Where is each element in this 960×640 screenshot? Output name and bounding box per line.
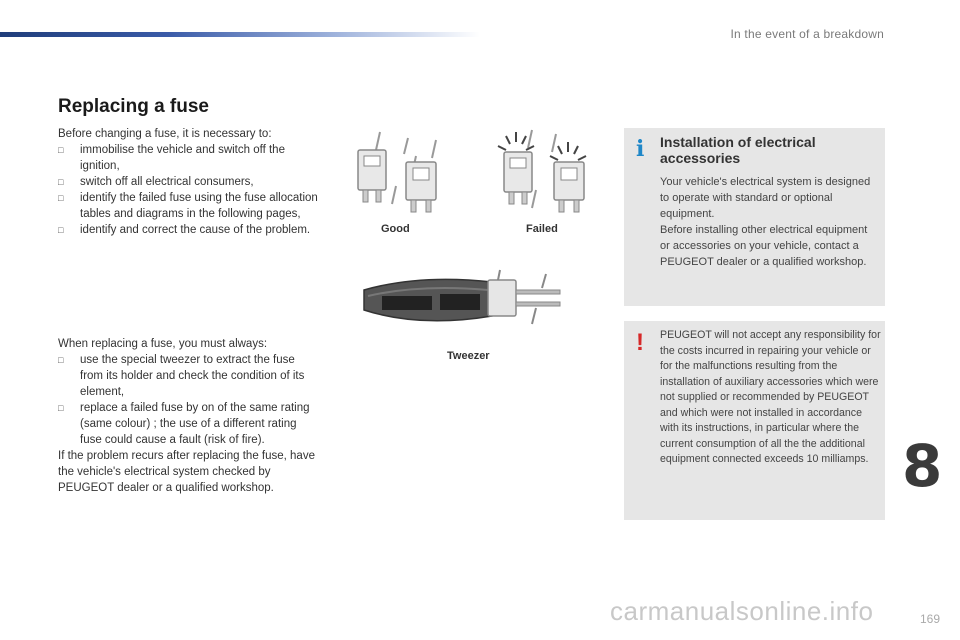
when-replacing-section (58, 336, 320, 496)
list-item: □ identify the failed fuse using the fuse allocation tables and diagrams in the following pages, (58, 190, 320, 222)
before-list (58, 142, 320, 238)
good-label: Good (381, 223, 410, 235)
list-item: □ switch off all electrical consumers, (58, 174, 320, 190)
watermark-text: carmanualsonline.info (610, 596, 874, 626)
section-title: In the event of a breakdown (730, 27, 884, 41)
warning-box-body: PEUGEOT will not accept any responsibility for the costs incurred in repairing your vehicle or for the malfunctions resulting from the installation of auxiliary accessories which were not supplied or recommended by PEUGEOT and which were not installed in accordance with its instructions, in particular where the current consumption of all the the additional equipment connected exceeds 10 milliamps. (660, 329, 881, 465)
list-item: □ identify and correct the cause of the problem. (58, 222, 320, 238)
info-box-title: Installation of electrical accessories (660, 134, 816, 166)
list-item: □ immobilise the vehicle and switch off the ignition, (58, 142, 320, 174)
tweezer-illustration (360, 268, 566, 338)
info-icon: i (636, 136, 645, 162)
page-title: Replacing a fuse (58, 96, 209, 117)
info-box (624, 128, 885, 306)
list-item: □ use the special tweezer to extract the fuse from its holder and check the condition of its element, (58, 352, 320, 400)
when-list (58, 352, 320, 448)
info-body-paragraph: Before installing other electrical equipment or accessories on your vehicle, contact a PEUGEOT dealer or a qualified workshop. (660, 224, 868, 268)
failed-fuse-illustration (496, 128, 596, 218)
tweezer-label: Tweezer (447, 350, 490, 362)
warning-box (624, 321, 885, 520)
info-box-body (660, 174, 875, 270)
before-changing-section (58, 126, 320, 238)
when-intro: When replacing a fuse, you must always: (58, 338, 268, 350)
before-intro: Before changing a fuse, it is necessary to: (58, 128, 272, 140)
page-number: 169 (919, 612, 940, 626)
when-outro: If the problem recurs after replacing the fuse, have the vehicle's electrical system checked by PEUGEOT dealer or a qualified workshop. (58, 450, 315, 494)
failed-label: Failed (526, 223, 558, 235)
header-accent-bar (0, 32, 480, 37)
list-item: □ replace a failed fuse by on of the same rating (same colour) ; the use of a different rating fuse could cause a fault (risk of fire). (58, 400, 320, 448)
chapter-number: 8 (902, 432, 943, 500)
warning-icon: ! (636, 329, 644, 356)
info-body-paragraph: Your vehicle's electrical system is designed to operate with standard or optional equipment. (660, 176, 871, 220)
good-fuse-illustration (350, 128, 450, 218)
